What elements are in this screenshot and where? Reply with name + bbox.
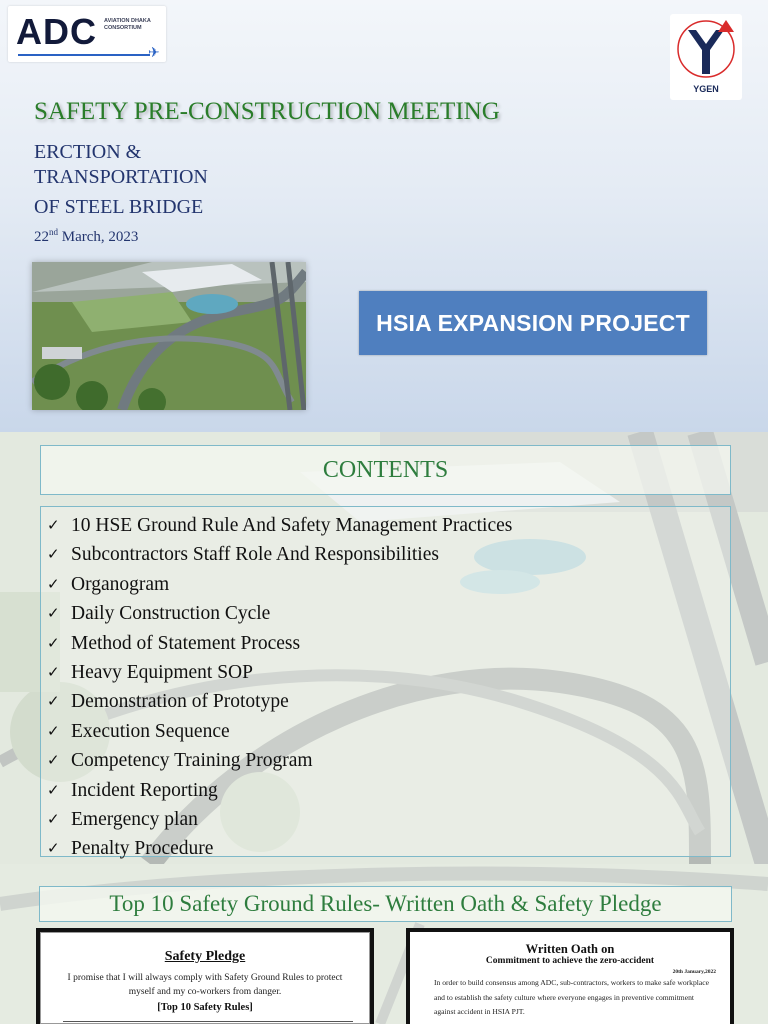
pledge-divider [63, 1021, 353, 1022]
list-item [47, 629, 512, 658]
subtitle-line-3: OF STEEL BRIDGE [34, 196, 204, 218]
list-item [47, 805, 512, 834]
contents-heading-box [40, 445, 731, 495]
pledge-title: Safety Pledge [164, 949, 246, 964]
rules-heading: Top 10 Safety Ground Rules- Written Oath & Safety Pledge [109, 891, 662, 916]
list-item-label: 10 HSE Ground Rule And Safety Management Practices [71, 515, 513, 536]
list-item [47, 599, 512, 628]
written-oath-document [406, 928, 734, 1024]
contents-heading: CONTENTS [322, 456, 449, 483]
contents-list-box [40, 506, 731, 860]
contents-list [47, 511, 512, 864]
checkmark-icon: ✓ [47, 780, 60, 799]
list-item-label: Heavy Equipment SOP [71, 661, 253, 683]
adc-logo-subtext: AVIATION DHAKA CONSORTIUM [104, 18, 151, 31]
rules-heading-box [39, 886, 732, 922]
list-item [47, 570, 512, 599]
checkmark-icon: ✓ [47, 516, 60, 534]
project-label: HSIA EXPANSION PROJECT [376, 309, 690, 336]
safety-pledge-document [36, 928, 374, 1024]
date-month-year: March, 2023 [58, 229, 139, 245]
airport-render-image [32, 262, 306, 410]
list-item [47, 834, 512, 863]
checkmark-icon: ✓ [47, 574, 60, 593]
list-item-label: Emergency plan [71, 808, 198, 830]
list-item-label: Organogram [71, 573, 170, 595]
list-item-label: Competency Training Program [71, 750, 313, 772]
list-item [47, 746, 512, 775]
list-item [47, 717, 512, 746]
oath-title: Written Oath on [525, 942, 615, 956]
date-day: 22 [34, 229, 49, 245]
oath-text: In order to build consensus among ADC, sub-contractors, workers to make safe workplace and to establish the safety culture where everyone engages in preventive commitment against accident in HSIA PJT. [434, 978, 709, 1016]
subtitle-line-2: TRANSPORTATION [34, 166, 208, 188]
project-banner [359, 291, 707, 355]
oath-date: 20th January,2022 [672, 969, 716, 975]
pledge-text: I promise that I will always comply with Safety Ground Rules to protect myself and my co-workers from danger. [67, 973, 343, 997]
pledge-rules-heading: [Top 10 Safety Rules] [157, 1002, 253, 1013]
checkmark-icon: ✓ [47, 692, 60, 711]
oath-subtitle: Commitment to achieve the zero-accident [485, 956, 655, 966]
contents-slide [0, 432, 768, 864]
ygen-logo [670, 14, 742, 100]
subtitle-line-1: ERCTION & [34, 141, 142, 163]
airplane-icon: ✈ [148, 46, 160, 61]
list-item [47, 658, 512, 687]
adc-logo-mark: ADC [16, 11, 97, 52]
safety-rules-slide [0, 864, 768, 1024]
checkmark-icon: ✓ [47, 633, 60, 652]
list-item [47, 511, 512, 540]
checkmark-icon: ✓ [47, 662, 60, 681]
checkmark-icon: ✓ [47, 721, 60, 740]
list-item-label: Subcontractors Staff Role And Responsibilities [71, 544, 439, 566]
list-item [47, 540, 512, 569]
list-item [47, 776, 512, 805]
list-item-label: Daily Construction Cycle [71, 603, 271, 625]
checkmark-icon: ✓ [47, 604, 60, 623]
list-item [47, 687, 512, 716]
adc-logo-underline [18, 54, 150, 56]
title-slide [0, 0, 768, 432]
ygen-emblem-icon [674, 16, 738, 82]
checkmark-icon: ✓ [47, 839, 60, 858]
meeting-date [34, 222, 138, 247]
list-item-label: Demonstration of Prototype [71, 691, 289, 713]
date-suffix: nd [49, 227, 58, 237]
list-item-label: Penalty Procedure [71, 838, 214, 860]
checkmark-icon: ✓ [47, 751, 60, 770]
list-item-label: Incident Reporting [71, 779, 218, 801]
list-item-label: Execution Sequence [71, 720, 230, 742]
checkmark-icon: ✓ [47, 545, 60, 564]
checkmark-icon: ✓ [47, 809, 60, 828]
ygen-logo-text: YGEN [693, 84, 719, 94]
list-item-label: Method of Statement Process [71, 632, 301, 654]
adc-logo [8, 6, 166, 62]
meeting-title: SAFETY PRE-CONSTRUCTION MEETING [34, 98, 500, 125]
